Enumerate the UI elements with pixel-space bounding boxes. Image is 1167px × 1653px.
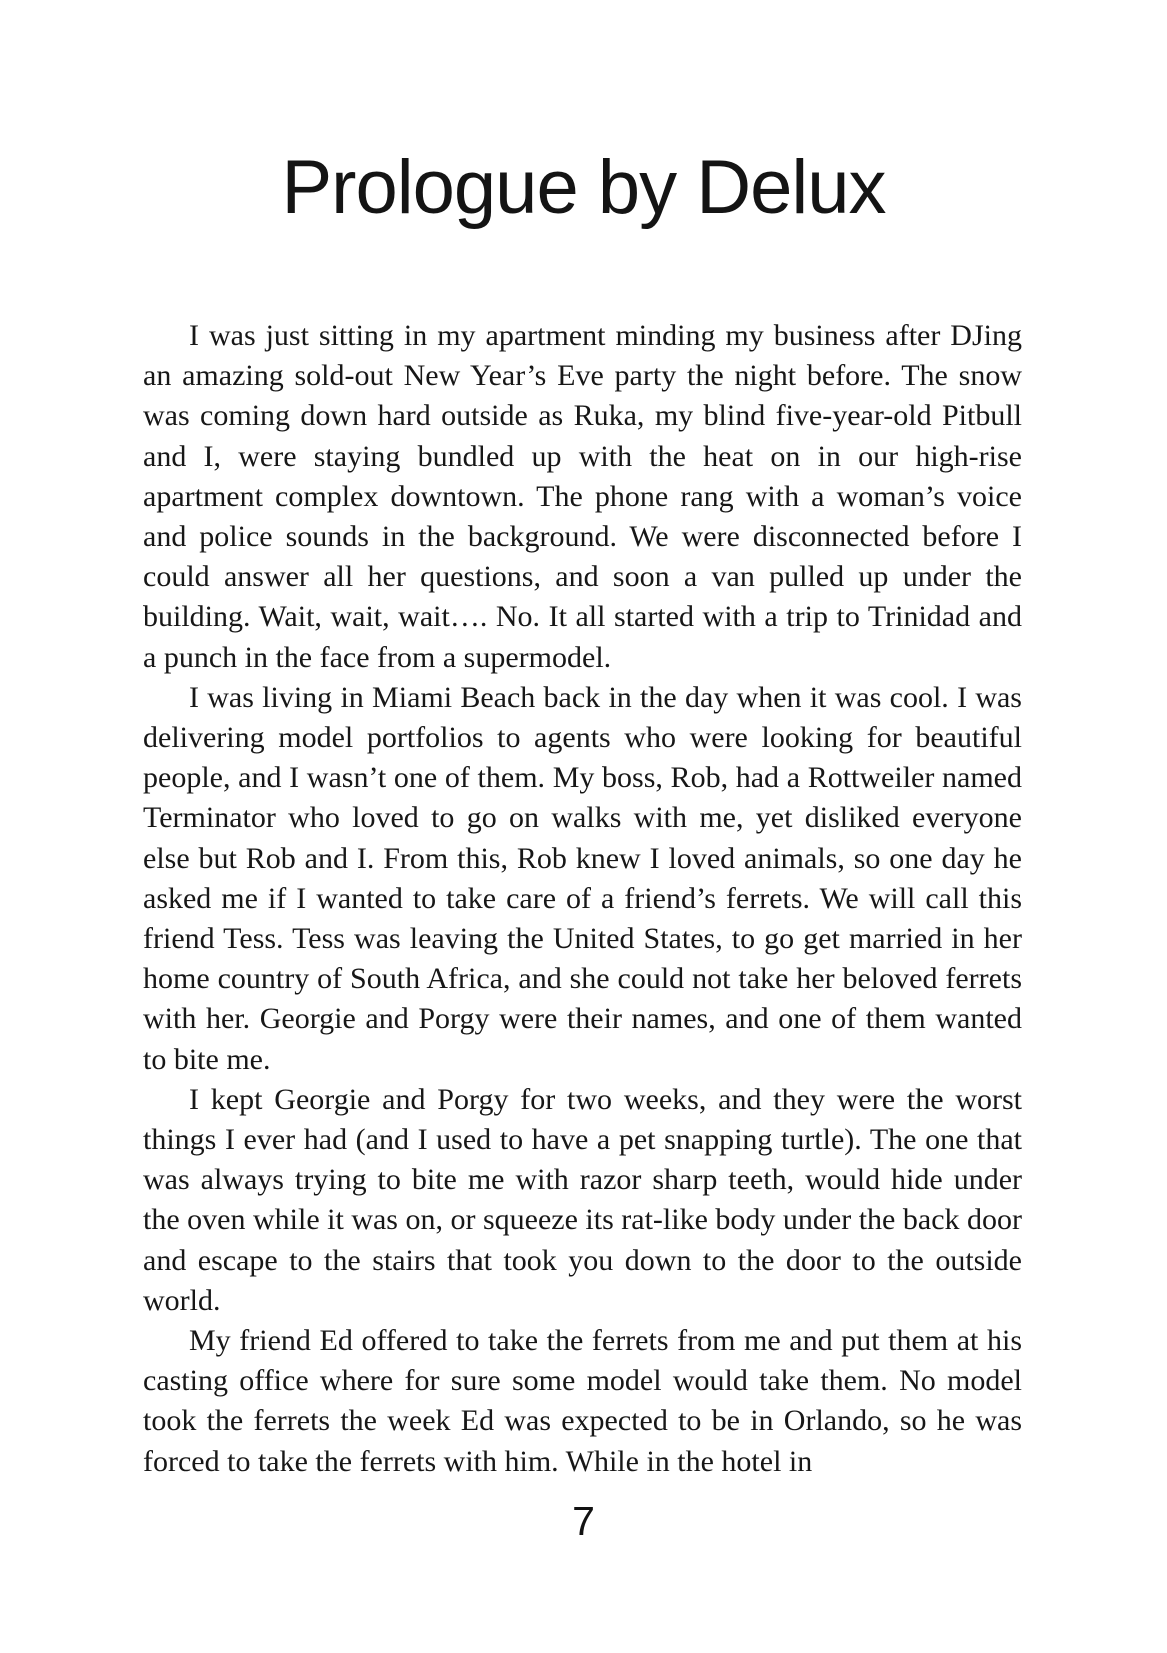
paragraph: I was just sitting in my apartment minding my business after DJing an amazing sold-out New Year’s Eve party the night before. The snow was coming down hard outside as Ruka, my blind five-year-old Pitbull and I, were staying bundled up with the heat on in our high-rise apartment complex downtown. The phone rang with a woman’s voice and police sounds in the background. We were disconnected before I could answer all her questions, and soon a van pulled up under the building. Wait, wait, wait…. No. It all started with a trip to Trinidad and a punch in the face from a supermodel. <box>143 319 1022 674</box>
paragraph: My friend Ed offered to take the ferrets from me and put them at his casting office where for sure some model would take them. No model took the ferrets the week Ed was expected to be in Orlando, so he was forced to take the ferrets with him. While in the hotel in <box>143 1324 1022 1478</box>
paragraph: I was living in Miami Beach back in the day when it was cool. I was delivering model portfolios to agents who were looking for beautiful people, and I wasn’t one of them. My boss, Rob, had a Rottweiler named Terminator who loved to go on walks with me, yet disliked everyone else but Rob and I. From this, Rob knew I loved animals, so one day he asked me if I wanted to take care of a friend’s ferrets. We will call this friend Tess. Tess was leaving the United States, to go get married in her home country of South Africa, and she could not take her beloved ferrets with her. Georgie and Porgy were their names, and one of them wanted to bite me. <box>143 680 1022 1076</box>
body-text <box>143 316 1022 1482</box>
paragraph: I kept Georgie and Porgy for two weeks, and they were the worst things I ever had (and I used to have a pet snapping turtle). The one that was always trying to bite me with razor sharp teeth, would hide under the oven while it was on, or squeeze its rat-like body under the back door and escape to the stairs that took you down to the door to the outside world. <box>143 1082 1022 1317</box>
page-number: 7 <box>572 1498 595 1544</box>
chapter-title: Prologue by Delux <box>281 145 886 230</box>
